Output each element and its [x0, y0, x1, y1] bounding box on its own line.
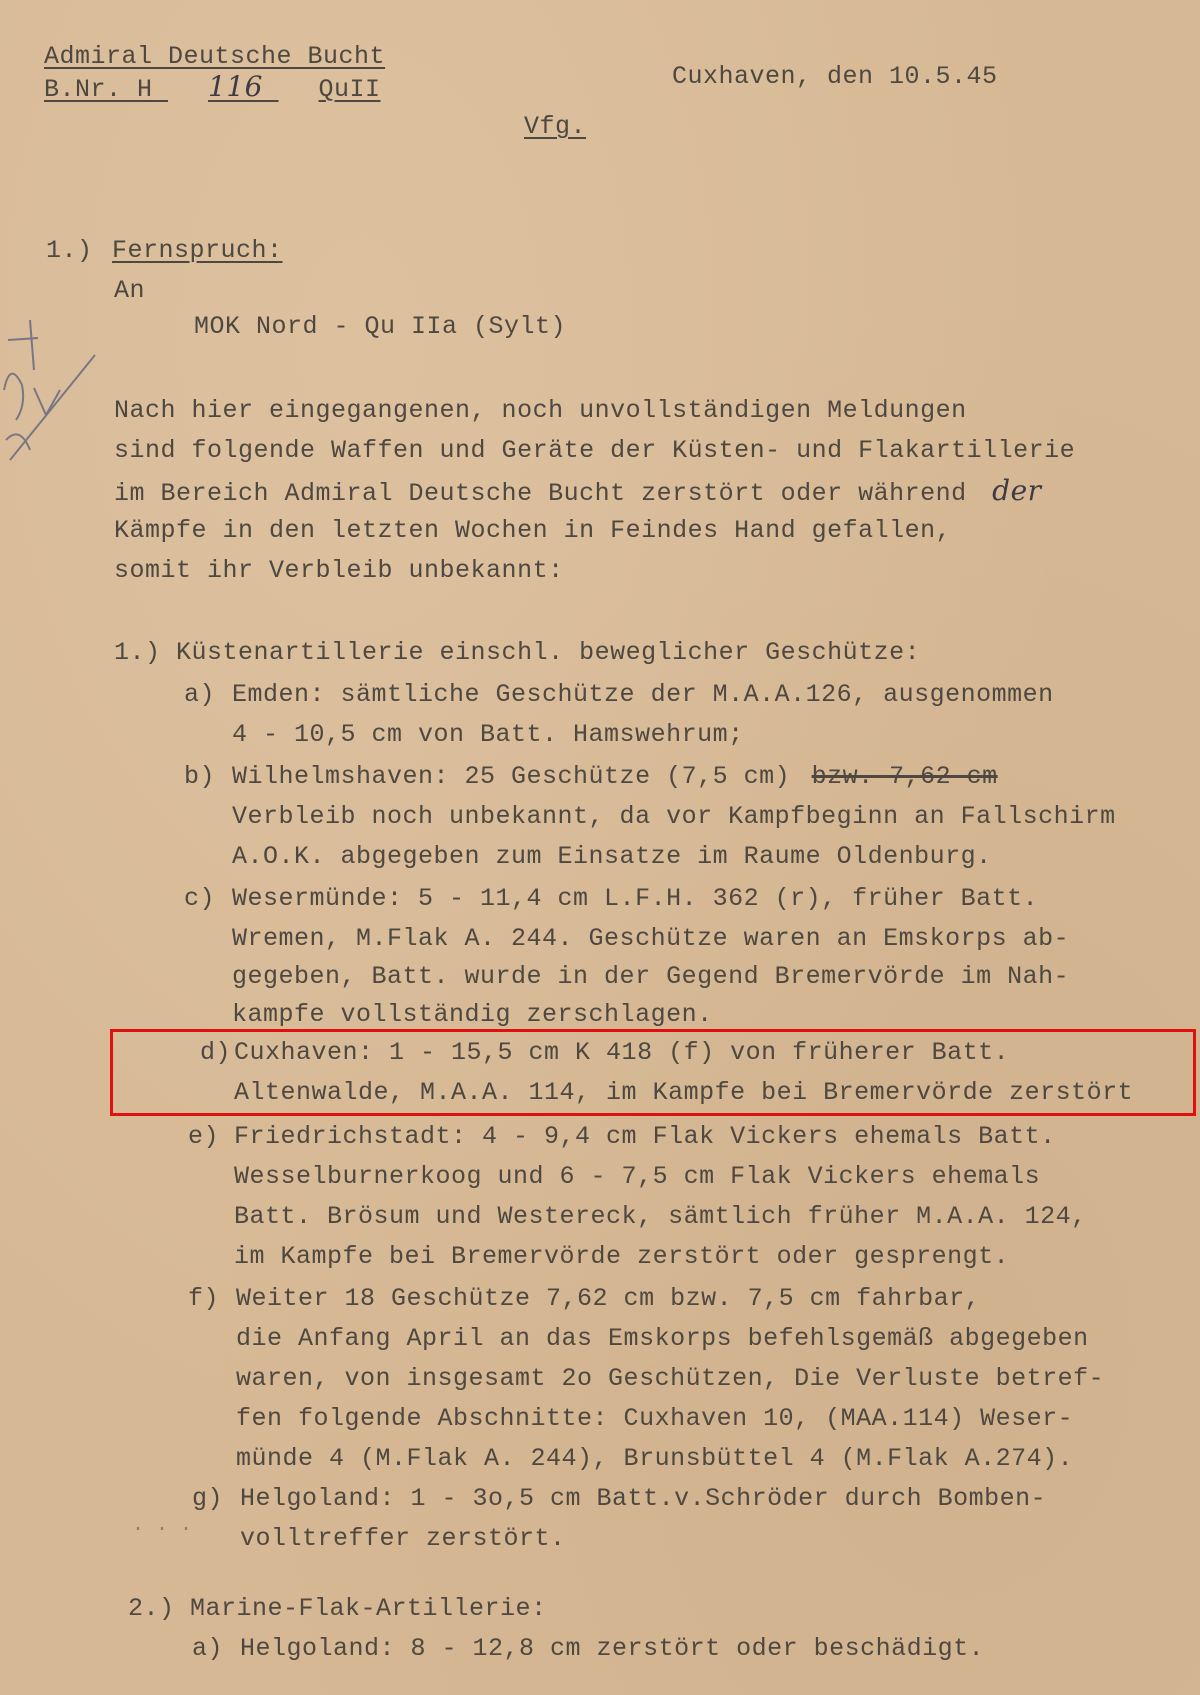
ref-number-handwritten: 116 — [208, 70, 263, 103]
vfg-label: Vfg. — [524, 112, 587, 141]
item-c-line-1: Wesermünde: 5 - 11,4 cm L.F.H. 362 (r), früher Batt. — [232, 884, 1039, 913]
item-b-line-1 — [232, 762, 998, 792]
intro-line-5: somit ihr Verbleib unbekannt: — [114, 556, 564, 585]
item-d-line-2: Altenwalde, M.A.A. 114, im Kampfe bei Bremervörde zerstört — [234, 1078, 1134, 1107]
ref-suffix: QuII — [318, 75, 381, 104]
sender-name: Admiral Deutsche Bucht — [44, 42, 386, 71]
item-a-line-1: Emden: sämtliche Geschütze der M.A.A.126, ausgenommen — [232, 680, 1054, 709]
item-e-line-2: Wesselburnerkoog und 6 - 7,5 cm Flak Vickers ehemals — [234, 1162, 1041, 1191]
recipient: MOK Nord - Qu IIa (Sylt) — [194, 312, 567, 341]
item-b-line-3: A.O.K. abgegeben zum Einsatze im Raume Oldenburg. — [232, 842, 992, 871]
reference-number — [44, 72, 381, 105]
item-e-line-4: im Kampfe bei Bremervörde zerstört oder gesprengt. — [234, 1242, 1010, 1271]
part2-heading: 2.) Marine-Flak-Artillerie: — [128, 1594, 547, 1623]
item-f-letter: f) — [188, 1284, 220, 1313]
item-g-line-2: volltreffer zerstört. — [240, 1524, 566, 1553]
sender-line — [44, 42, 385, 72]
section-number: 1.) — [46, 236, 93, 265]
item-a-letter: a) — [184, 680, 216, 709]
item-b-line-1-text: Wilhelmshaven: 25 Geschütze (7,5 cm) — [232, 762, 791, 791]
ref-prefix: B.Nr. H — [44, 75, 153, 104]
item-f-line-3: waren, von insgesamt 2o Geschützen, Die Verluste betref- — [236, 1364, 1105, 1393]
item-c-letter: c) — [184, 884, 216, 913]
part2-item-a-line-1: Helgoland: 8 - 12,8 cm zerstört oder beschädigt. — [240, 1634, 985, 1663]
item-d-line-1: Cuxhaven: 1 - 15,5 cm K 418 (f) von früherer Batt. — [234, 1038, 1010, 1067]
item-c-line-2: Wremen, M.Flak A. 244. Geschütze waren an Emskorps ab- — [232, 924, 1070, 953]
section-title: Fernspruch: — [112, 236, 283, 265]
item-g-letter: g) — [192, 1484, 224, 1513]
item-c-line-3: gegeben, Batt. wurde in der Gegend Bremervörde im Nah- — [232, 962, 1070, 991]
item-c-line-4: kampfe vollständig zerschlagen. — [232, 1000, 713, 1029]
item-f-line-2: die Anfang April an das Emskorps befehlsgemäß abgegeben — [236, 1324, 1089, 1353]
place-date: Cuxhaven, den 10.5.45 — [672, 62, 998, 91]
margin-dots: · · · — [132, 1518, 193, 1541]
item-f-line-4: fen folgende Abschnitte: Cuxhaven 10, (MAA.114) Weser- — [236, 1404, 1074, 1433]
item-b-line-2: Verbleib noch unbekannt, da vor Kampfbeginn an Fallschirm — [232, 802, 1116, 831]
item-e-line-1: Friedrichstadt: 4 - 9,4 cm Flak Vickers ehemals Batt. — [234, 1122, 1056, 1151]
intro-line-3-text: im Bereich Admiral Deutsche Bucht zerstört oder während — [114, 479, 967, 508]
item-b-letter: b) — [184, 762, 216, 791]
part2-item-a-letter: a) — [192, 1634, 224, 1663]
intro-line-3 — [114, 476, 1042, 509]
item-a-line-2: 4 - 10,5 cm von Batt. Hamswehrum; — [232, 720, 744, 749]
item-e-letter: e) — [188, 1122, 220, 1151]
part1-heading: 1.) Küstenartillerie einschl. beweglicher Geschütze: — [114, 638, 921, 667]
intro-line-4: Kämpfe in den letzten Wochen in Feindes Hand gefallen, — [114, 516, 952, 545]
item-e-line-3: Batt. Brösum und Westereck, sämtlich früher M.A.A. 124, — [234, 1202, 1087, 1231]
intro-line-2: sind folgende Waffen und Geräte der Küsten- und Flakartillerie — [114, 436, 1076, 465]
to-label: An — [114, 276, 146, 305]
handwritten-insert: der — [992, 474, 1042, 507]
item-d-letter: d) — [200, 1038, 232, 1067]
highlight-box — [110, 1029, 1196, 1116]
item-f-line-1: Weiter 18 Geschütze 7,62 cm bzw. 7,5 cm fahrbar, — [236, 1284, 981, 1313]
item-f-line-5: münde 4 (M.Flak A. 244), Brunsbüttel 4 (M.Flak A.274). — [236, 1444, 1074, 1473]
item-g-line-1: Helgoland: 1 - 3o,5 cm Batt.v.Schröder durch Bomben- — [240, 1484, 1047, 1513]
intro-line-1: Nach hier eingegangenen, noch unvollständigen Meldungen — [114, 396, 967, 425]
struck-text: bzw. 7,62 cm — [811, 762, 998, 791]
pencil-marginal-marks — [0, 310, 110, 480]
